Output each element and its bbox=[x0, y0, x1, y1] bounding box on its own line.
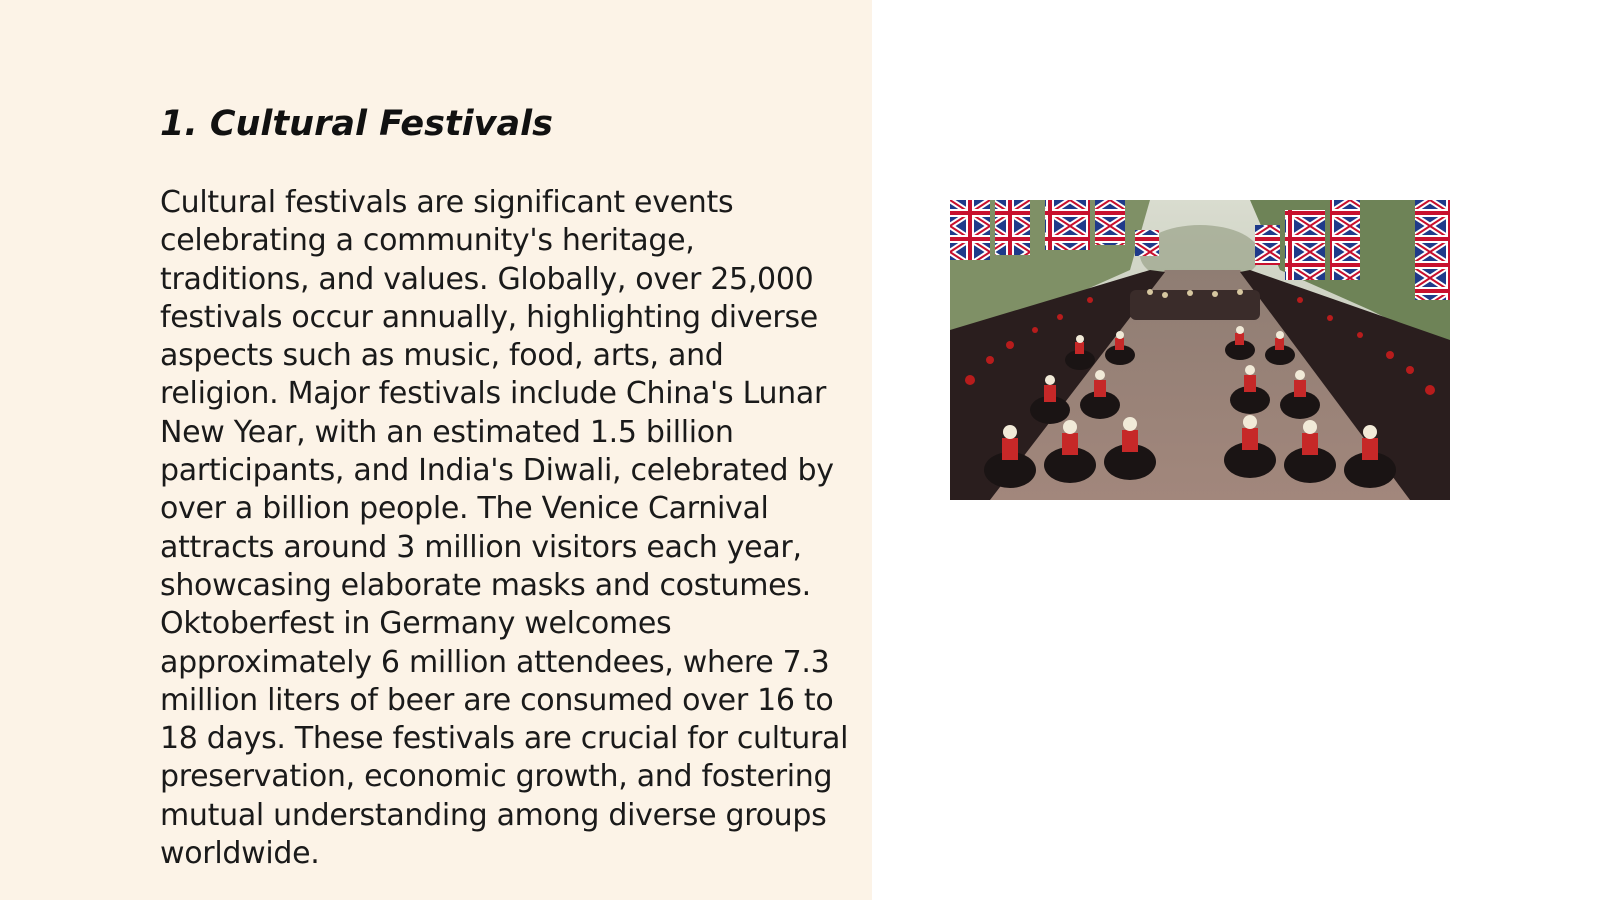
slide-body-text: Cultural festivals are significant events celebrating a community's heritage, traditions, and values. Globally, over 25,000 festivals occur annually, highlighting diverse aspects such as music, food, arts, and religion. Major festivals include China's Lunar New Year, with an estimated 1.5 billion participants, and India's Diwali, celebrated by over a billion people. The Venice Carnival attracts around 3 million visitors each year, showcasing elaborate masks and costumes. Oktoberfest in Germany welcomes approximately 6 million attendees, where 7.3 million liters of beer are consumed over 16 to 18 days. These festivals are crucial for cultural preservation, economic growth, and fostering mutual understanding among diverse groups worldwide. bbox=[160, 185, 849, 872]
slide-title: 1. Cultural Festivals bbox=[160, 104, 553, 144]
parade-photo bbox=[950, 200, 1450, 500]
